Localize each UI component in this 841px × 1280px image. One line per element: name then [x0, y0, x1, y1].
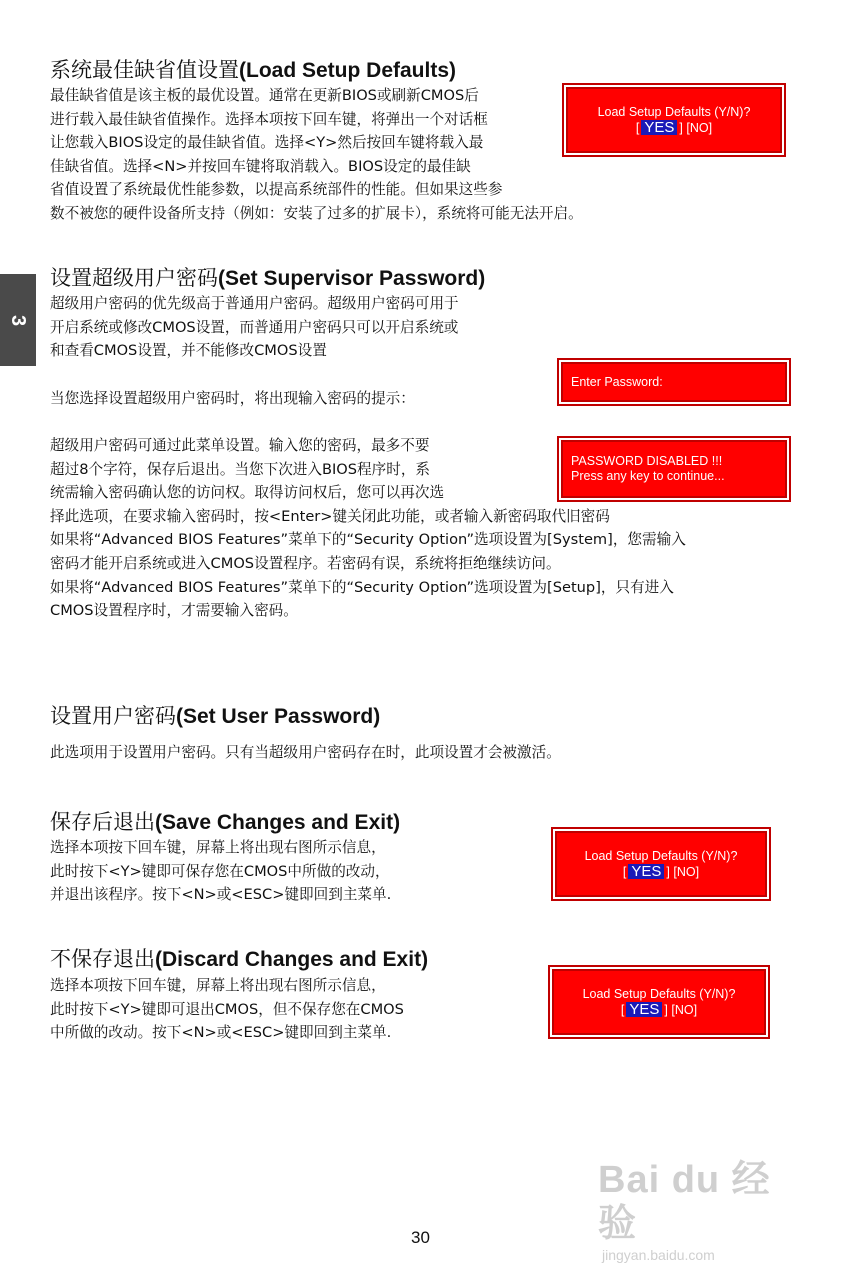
paragraph-line: 中所做的改动。按下<N>或<ESC>键即回到主菜单. — [50, 1024, 392, 1042]
section-heading-save-exit: 保存后退出(Save Changes and Exit) — [50, 810, 401, 834]
dialog-prompt: Load Setup Defaults (Y/N)? — [582, 986, 736, 1001]
user-password-paragraph: 此选项用于设置用户密码。只有当超级用户密码存在时，此项设置才会被激活。 — [50, 744, 561, 761]
load-defaults-paragraph — [50, 84, 583, 226]
discard-exit-dialog — [552, 969, 766, 1035]
dialog-options: [ YES ] [NO] — [620, 1000, 698, 1018]
yes-option: YES — [641, 120, 677, 135]
supervisor-intro — [50, 292, 459, 363]
paragraph-line: 和查看CMOS设置，并不能修改CMOS设置 — [50, 342, 327, 360]
yes-option: YES — [626, 1002, 662, 1017]
section-heading-load-defaults: 系统最佳缺省值设置(Load Setup Defaults) — [50, 58, 457, 82]
paragraph-line: 超级用户密码可通过此菜单设置。输入您的密码，最多不要 — [50, 437, 430, 454]
no-option: [NO] — [686, 120, 713, 135]
paragraph-line: 统需输入密码确认您的访问权。取得访问权后，您可以再次选 — [50, 484, 445, 502]
enter-password-box: Enter Password: — [561, 362, 787, 402]
paragraph-line: 超过8个字符，保存后退出。当您下次进入BIOS程序时，系 — [50, 460, 431, 478]
yes-option: YES — [628, 864, 664, 879]
discard-exit-paragraph — [50, 974, 404, 1045]
chapter-side-tab — [0, 274, 36, 366]
section-heading-supervisor: 设置超级用户密码(Set Supervisor Password) — [50, 266, 486, 290]
no-option: [NO] — [673, 864, 700, 879]
paragraph-line: 密码才能开启系统或进入CMOS设置程序。若密码有误，系统将拒绝继续访问。 — [50, 554, 561, 572]
paragraph-line: 如果将“Advanced BIOS Features”菜单下的“Security Option”选项设置为[Setup]，只有进入 — [50, 578, 674, 596]
dialog-prompt: Load Setup Defaults (Y/N)? — [597, 104, 751, 119]
paragraph-line: 并退出该程序。按下<N>或<ESC>键即回到主菜单. — [50, 886, 392, 904]
paragraph-line: 此时按下<Y>键即可保存您在CMOS中所做的改动， — [50, 862, 390, 880]
chapter-number: 3 — [7, 314, 30, 326]
section-heading-discard-exit: 不保存退出(Discard Changes and Exit) — [50, 947, 429, 971]
paragraph-line: 数不被您的硬件设备所支持（例如：安装了过多的扩展卡），系统将可能无法开启。 — [50, 204, 583, 222]
paragraph-line: 此时按下<Y>键即可退出CMOS，但不保存您在CMOS — [50, 1000, 404, 1018]
load-defaults-dialog — [566, 87, 782, 153]
paragraph-line: 选择本项按下回车键，屏幕上将出现右图所示信息， — [50, 839, 386, 856]
paragraph-line: 超级用户密码的优先级高于普通用户密码。超级用户密码可用于 — [50, 295, 459, 312]
paragraph-line: 选择本项按下回车键，屏幕上将出现右图所示信息， — [50, 977, 386, 994]
paragraph-line: 让您载入BIOS设定的最佳缺省值。选择<Y>然后按回车键将载入最 — [50, 134, 484, 152]
paragraph-line: 如果将“Advanced BIOS Features”菜单下的“Security Option”选项设置为[System]，您需输入 — [50, 531, 686, 549]
password-disabled-box: PASSWORD DISABLED !!! Press any key to continue... — [561, 440, 787, 498]
watermark-url: jingyan.baidu.com — [602, 1247, 715, 1263]
paragraph-line: 省值设置了系统最优性能参数，以提高系统部件的性能。但如果这些参 — [50, 181, 503, 199]
paragraph-line: 择此选项，在要求输入密码时，按<Enter>键关闭此功能，或者输入新密码取代旧密码 — [50, 507, 610, 525]
paragraph-line: 佳缺省值。选择<N>并按回车键将取消载入。BIOS设定的最佳缺 — [50, 157, 471, 175]
dialog-prompt: Load Setup Defaults (Y/N)? — [584, 848, 738, 863]
paragraph-line: 进行载入最佳缺省值操作。选择本项按下回车键，将弹出一个对话框 — [50, 110, 488, 128]
dialog-options: [ YES ] [NO] — [635, 118, 713, 136]
save-exit-paragraph — [50, 836, 391, 907]
save-exit-dialog — [555, 831, 767, 897]
paragraph-line: CMOS设置程序时，才需要输入密码。 — [50, 602, 298, 620]
supervisor-prompt-line: 当您选择设置超级用户密码时，将出现输入密码的提示： — [50, 390, 415, 407]
paragraph-line: 开启系统或修改CMOS设置，而普通用户密码只可以开启系统或 — [50, 318, 459, 336]
watermark-logo: Bai du 经验 — [598, 1159, 771, 1245]
no-option: [NO] — [671, 1002, 698, 1017]
section-heading-user-password: 设置用户密码(Set User Password) — [50, 704, 381, 728]
paragraph-line: 最佳缺省值是该主板的最优设置。通常在更新BIOS或刷新CMOS后 — [50, 87, 479, 104]
page-number: 30 — [411, 1228, 430, 1247]
dialog-options: [ YES ] [NO] — [622, 862, 700, 880]
